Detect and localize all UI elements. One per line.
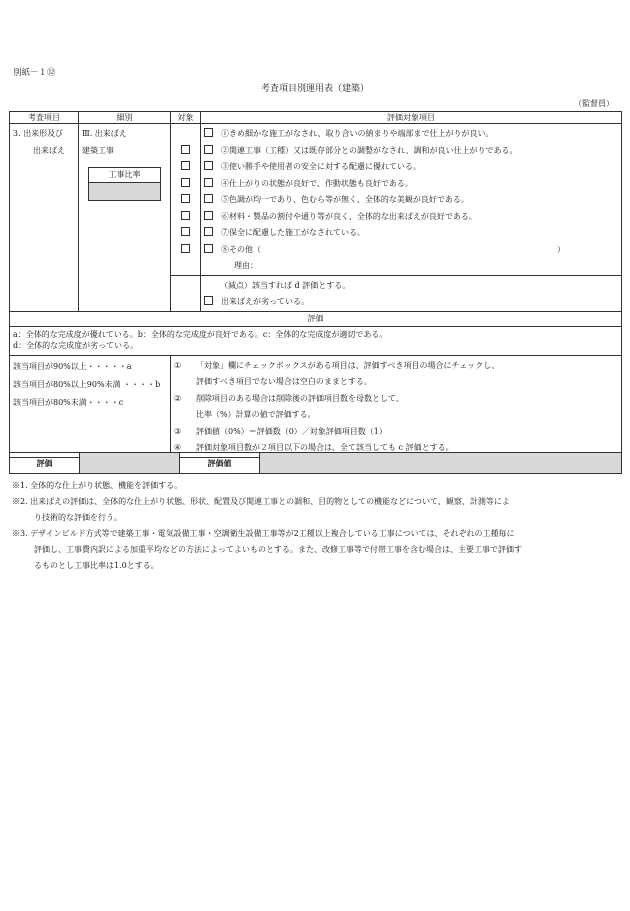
footnote-continued: 評価し、工事費内訳による加重平均などの方法によってよいものとする。また、改修工事等で付帯工事を含む場合は、主要工事で評価す bbox=[34, 545, 522, 554]
target-checkbox-2[interactable] bbox=[181, 145, 190, 154]
deduction-cell bbox=[201, 275, 622, 311]
header-target: 対象 bbox=[171, 112, 201, 124]
note-line: ③ 評価値（0%）＝評価数（0）／対象評価項目数（1） bbox=[174, 426, 387, 436]
subcategory-line: Ⅲ. 出来ばえ bbox=[82, 129, 127, 138]
result-table bbox=[9, 452, 622, 474]
grade-rule: 該当項目が80%以上90%未満 ・・・・b bbox=[13, 379, 161, 389]
work-ratio-label: 工事比率 bbox=[89, 168, 160, 183]
target-checkbox-8[interactable] bbox=[181, 244, 190, 253]
legend-row bbox=[10, 326, 622, 355]
target-checkbox-cell bbox=[171, 124, 201, 276]
criterion-item: ⑦保全に配慮した施工がなされている。 bbox=[204, 225, 618, 242]
legend-line: a：全体的な完成度が優れている。b：全体的な完成度が良好である。c：全体的な完成度が適切である。 bbox=[13, 329, 388, 339]
criterion-checkbox[interactable] bbox=[204, 244, 213, 253]
result-eval-label: 評価 bbox=[10, 453, 80, 474]
item-category-cell bbox=[10, 124, 79, 312]
criterion-item: ②関連工事（工種）又は既存部分との調整がなされ、調和が良い仕上がりである。 bbox=[204, 143, 618, 160]
criterion-checkbox[interactable] bbox=[204, 161, 213, 170]
note-line: ④ 評価対象項目数が２項目以下の場合は、全て該当しても c 評価とする。 bbox=[174, 443, 454, 452]
document-label: 別紙－１⑫ bbox=[13, 68, 56, 78]
criterion-checkbox[interactable] bbox=[204, 145, 213, 154]
role-label: （監督員） bbox=[574, 99, 614, 108]
result-eval-input[interactable] bbox=[80, 453, 180, 474]
work-ratio-input[interactable] bbox=[89, 183, 160, 200]
legend-line: d：全体的な完成度が劣っている。 bbox=[13, 341, 139, 350]
evaluation-legend bbox=[10, 326, 622, 355]
target-checkbox-7[interactable] bbox=[181, 227, 190, 236]
grade-rule: 該当項目が90%以上・・・・・a bbox=[13, 361, 132, 371]
rules-row bbox=[10, 355, 622, 457]
criteria-cell bbox=[201, 124, 622, 276]
criterion-item: ⑥材料・製品の割付や通り等が良く、全体的な出来ばえが良好である。 bbox=[204, 209, 618, 226]
footnote-continued: り技術的な評価を行う。 bbox=[34, 513, 122, 522]
grade-rules-cell bbox=[10, 355, 171, 457]
criterion-checkbox[interactable] bbox=[204, 178, 213, 187]
note-line: ② 削除項目のある場合は削除後の評価項目数を母数として、 bbox=[174, 393, 404, 403]
grade-rule: 該当項目が80%未満・・・・c bbox=[13, 397, 124, 407]
footnote: ※2. 出来ばえの評価は、全体的な仕上がり状態、形状、配置及び関連工事との調和、目的物としての機能などについて、観察、計測等によ bbox=[12, 497, 510, 506]
target-checkbox-4[interactable] bbox=[181, 178, 190, 187]
criteria-row bbox=[10, 124, 622, 276]
note-line: ① 「対象」欄にチェックボックスがある項目は、評価すべき項目の場合にチェックし、 bbox=[174, 360, 500, 370]
document-title: 考査項目別運用表（建築） bbox=[260, 84, 369, 94]
table-header-row bbox=[10, 112, 622, 124]
evaluation-heading: 評価 bbox=[10, 311, 622, 326]
criterion-checkbox[interactable] bbox=[204, 194, 213, 203]
criterion-checkbox[interactable] bbox=[204, 227, 213, 236]
deduction-note: （減点）該当すれば d 評価とする。 bbox=[220, 280, 351, 290]
evaluation-table bbox=[9, 111, 622, 458]
header-item: 考査項目 bbox=[10, 112, 79, 124]
note-line: 比率（%）計算の値で評価する。 bbox=[196, 410, 316, 419]
criterion-checkbox[interactable] bbox=[204, 128, 213, 137]
result-value-input[interactable] bbox=[260, 453, 622, 474]
result-value-label: 評価値 bbox=[180, 453, 260, 474]
criterion-item: ⑤色調が均一であり、色むら等が無く、全体的な美観が良好である。 bbox=[204, 192, 618, 209]
footnotes bbox=[12, 478, 618, 574]
notes-cell bbox=[171, 355, 622, 457]
note-line: 評価すべき項目でない場合は空白のままとする。 bbox=[196, 377, 372, 386]
deduction-target-cell bbox=[171, 275, 201, 311]
evaluation-header-row bbox=[10, 311, 622, 326]
deduction-checkbox[interactable] bbox=[204, 296, 213, 305]
target-checkbox-3[interactable] bbox=[181, 161, 190, 170]
footnote: ※1. 全体的な仕上がり状態、機能を評価する。 bbox=[12, 481, 183, 490]
target-checkbox-5[interactable] bbox=[181, 194, 190, 203]
subcategory-cell bbox=[79, 124, 171, 312]
criterion-checkbox[interactable] bbox=[204, 211, 213, 220]
deduction-item: 出来ばえが劣っている。 bbox=[204, 294, 618, 311]
criterion-item: ③使い勝手や使用者の安全に対する配慮に優れている。 bbox=[204, 159, 618, 176]
criterion-item-other: ⑧その他（ ） bbox=[204, 242, 618, 259]
target-checkbox-6[interactable] bbox=[181, 211, 190, 220]
work-ratio-box bbox=[88, 167, 161, 201]
footnote-continued: るものとし工事比率は1.0とする。 bbox=[34, 561, 159, 570]
criterion-item: ④仕上がりの状態が良好で、作動状態も良好である。 bbox=[204, 176, 618, 193]
header-criteria: 評価対象項目 bbox=[201, 112, 622, 124]
reason-label: 理由： bbox=[234, 261, 258, 270]
header-subcategory: 細別 bbox=[79, 112, 171, 124]
subcategory-line: 建築工事 bbox=[82, 145, 114, 155]
footnote: ※3. デザインビルド方式等で建築工事・電気設備工事・空調衛生設備工事等が2工種以上複合している工事については、それぞれの工種毎に bbox=[12, 529, 515, 538]
item-category-line: 出来ばえ bbox=[33, 145, 65, 155]
criterion-item: ①きめ細かな施工がなされ、取り合いの納まりや端部まで仕上がりが良い。 bbox=[204, 126, 618, 143]
item-category-line: 3. 出来形及び bbox=[13, 129, 64, 138]
